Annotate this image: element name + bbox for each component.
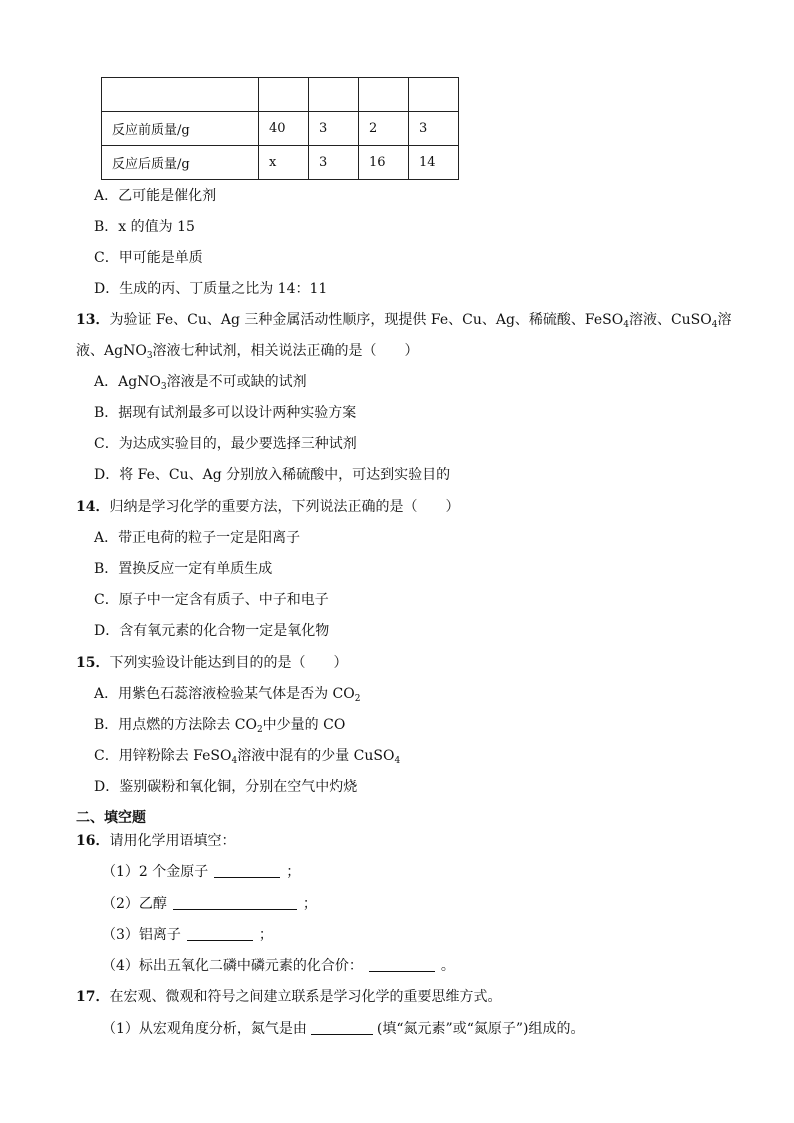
option-d: D．鉴别碳粉和氧化铜，分别在空气中灼烧 bbox=[94, 779, 358, 795]
option-c: C．为达成实验目的，最少要选择三种试剂 bbox=[94, 436, 357, 452]
subscript: 3 bbox=[146, 351, 153, 361]
question-text: 下列实验设计能达到目的的是（ ） bbox=[109, 655, 348, 671]
question-17-part1 bbox=[102, 1019, 584, 1039]
question-17 bbox=[76, 987, 501, 1007]
part-text: 。 bbox=[440, 958, 455, 974]
part-text: （3）铝离子 bbox=[102, 927, 181, 943]
answer-blank[interactable] bbox=[173, 895, 297, 910]
table-cell: 反应后质量/g bbox=[102, 146, 259, 180]
option-c bbox=[94, 746, 400, 766]
question-15 bbox=[76, 653, 347, 673]
option-text: C．用锌粉除去 FeSO bbox=[94, 748, 232, 764]
option-text: A．AgNO bbox=[94, 374, 161, 390]
table-cell: 反应前质量/g bbox=[102, 112, 259, 146]
answer-blank[interactable] bbox=[311, 1020, 373, 1035]
question-13-line2 bbox=[76, 341, 419, 361]
part-text: ； bbox=[302, 896, 317, 912]
question-text: 请用化学用语填空： bbox=[109, 833, 236, 849]
option-a: A．带正电荷的粒子一定是阳离子 bbox=[94, 530, 301, 546]
table-row bbox=[102, 146, 459, 180]
table-cell: 3 bbox=[309, 146, 359, 180]
option-text: B．用点燃的方法除去 CO bbox=[94, 717, 257, 733]
table-row bbox=[102, 78, 459, 112]
option-c: C．甲可能是单质 bbox=[94, 250, 203, 266]
table-cell bbox=[102, 78, 259, 112]
question-text: 在宏观、微观和符号之间建立联系是学习化学的重要思维方式。 bbox=[109, 989, 502, 1005]
option-text: 溶液中混有的少量 CuSO bbox=[237, 748, 395, 764]
subscript: 4 bbox=[623, 320, 629, 330]
part-text: （4）标出五氧化二磷中磷元素的化合价： bbox=[102, 958, 363, 974]
question-number: 16． bbox=[76, 833, 110, 849]
option-b: B．置换反应一定有单质生成 bbox=[94, 561, 273, 577]
table-cell bbox=[259, 78, 309, 112]
table-cell: x bbox=[259, 146, 309, 180]
question-number: 14． bbox=[76, 499, 110, 515]
table-cell: 16 bbox=[359, 146, 409, 180]
option-a bbox=[94, 684, 360, 704]
table-row bbox=[102, 112, 459, 146]
option-d: D．生成的丙、丁质量之比为 14：11 bbox=[94, 281, 328, 297]
part-text: （1）从宏观角度分析，氮气是由 bbox=[102, 1021, 307, 1037]
option-d: D．含有氧元素的化合物一定是氧化物 bbox=[94, 623, 330, 639]
subscript: 4 bbox=[711, 320, 718, 330]
option-b: B．x 的值为 15 bbox=[94, 219, 195, 235]
question-text: 归纳是学习化学的重要方法，下列说法正确的是（ ） bbox=[109, 499, 460, 515]
question-text: 为验证 Fe、Cu、Ag 三种金属活动性顺序，现提供 Fe、Cu、Ag、稀硫酸、FeSO bbox=[109, 312, 624, 328]
question-16-part3 bbox=[102, 925, 273, 945]
option-text: A．用紫色石蕊溶液检验某气体是否为 CO bbox=[94, 686, 355, 702]
table-cell bbox=[359, 78, 409, 112]
question-number: 17． bbox=[76, 989, 110, 1005]
part-text: （2）乙醇 bbox=[102, 896, 167, 912]
table-cell: 3 bbox=[409, 112, 459, 146]
question-13-line1 bbox=[76, 310, 731, 330]
question-text: 溶液、CuSO bbox=[628, 312, 712, 328]
question-text: 溶 bbox=[717, 312, 732, 328]
option-a: A．乙可能是催化剂 bbox=[94, 188, 217, 204]
table-cell bbox=[409, 78, 459, 112]
answer-blank[interactable] bbox=[369, 957, 435, 972]
subscript: 4 bbox=[394, 756, 401, 766]
subscript: 2 bbox=[354, 694, 361, 704]
part-text: ； bbox=[286, 864, 301, 880]
table-cell: 14 bbox=[409, 146, 459, 180]
subscript: 2 bbox=[256, 725, 263, 735]
part-text: (填“氮元素”或“氮原子”)组成的。 bbox=[376, 1021, 585, 1037]
question-16 bbox=[76, 831, 235, 851]
question-text: 液、AgNO bbox=[76, 343, 147, 359]
table-cell: 3 bbox=[309, 112, 359, 146]
question-16-part1 bbox=[102, 862, 300, 882]
section-heading: 二、填空题 bbox=[76, 810, 146, 826]
answer-blank[interactable] bbox=[214, 863, 280, 878]
question-number: 13． bbox=[76, 312, 110, 328]
option-b: B．据现有试剂最多可以设计两种实验方案 bbox=[94, 405, 357, 421]
subscript: 3 bbox=[160, 382, 167, 392]
question-text: 溶液七种试剂，相关说法正确的是（ ） bbox=[152, 343, 419, 359]
option-text: 中少量的 CO bbox=[262, 717, 346, 733]
question-16-part2 bbox=[102, 894, 317, 914]
part-text: ； bbox=[258, 927, 273, 943]
option-a bbox=[94, 372, 307, 392]
mass-table bbox=[101, 77, 459, 180]
table-cell bbox=[309, 78, 359, 112]
part-text: （1）2 个金原子 bbox=[102, 864, 209, 880]
question-14 bbox=[76, 497, 459, 517]
subscript: 4 bbox=[231, 756, 238, 766]
question-number: 15． bbox=[76, 655, 110, 671]
option-d: D．将 Fe、Cu、Ag 分别放入稀硫酸中，可达到实验目的 bbox=[94, 467, 451, 483]
option-b bbox=[94, 715, 345, 735]
option-text: 溶液是不可或缺的试剂 bbox=[166, 374, 307, 390]
table-cell: 40 bbox=[259, 112, 309, 146]
answer-blank[interactable] bbox=[187, 926, 253, 941]
question-16-part4 bbox=[102, 956, 455, 976]
option-c: C．原子中一定含有质子、中子和电子 bbox=[94, 592, 329, 608]
table-cell: 2 bbox=[359, 112, 409, 146]
